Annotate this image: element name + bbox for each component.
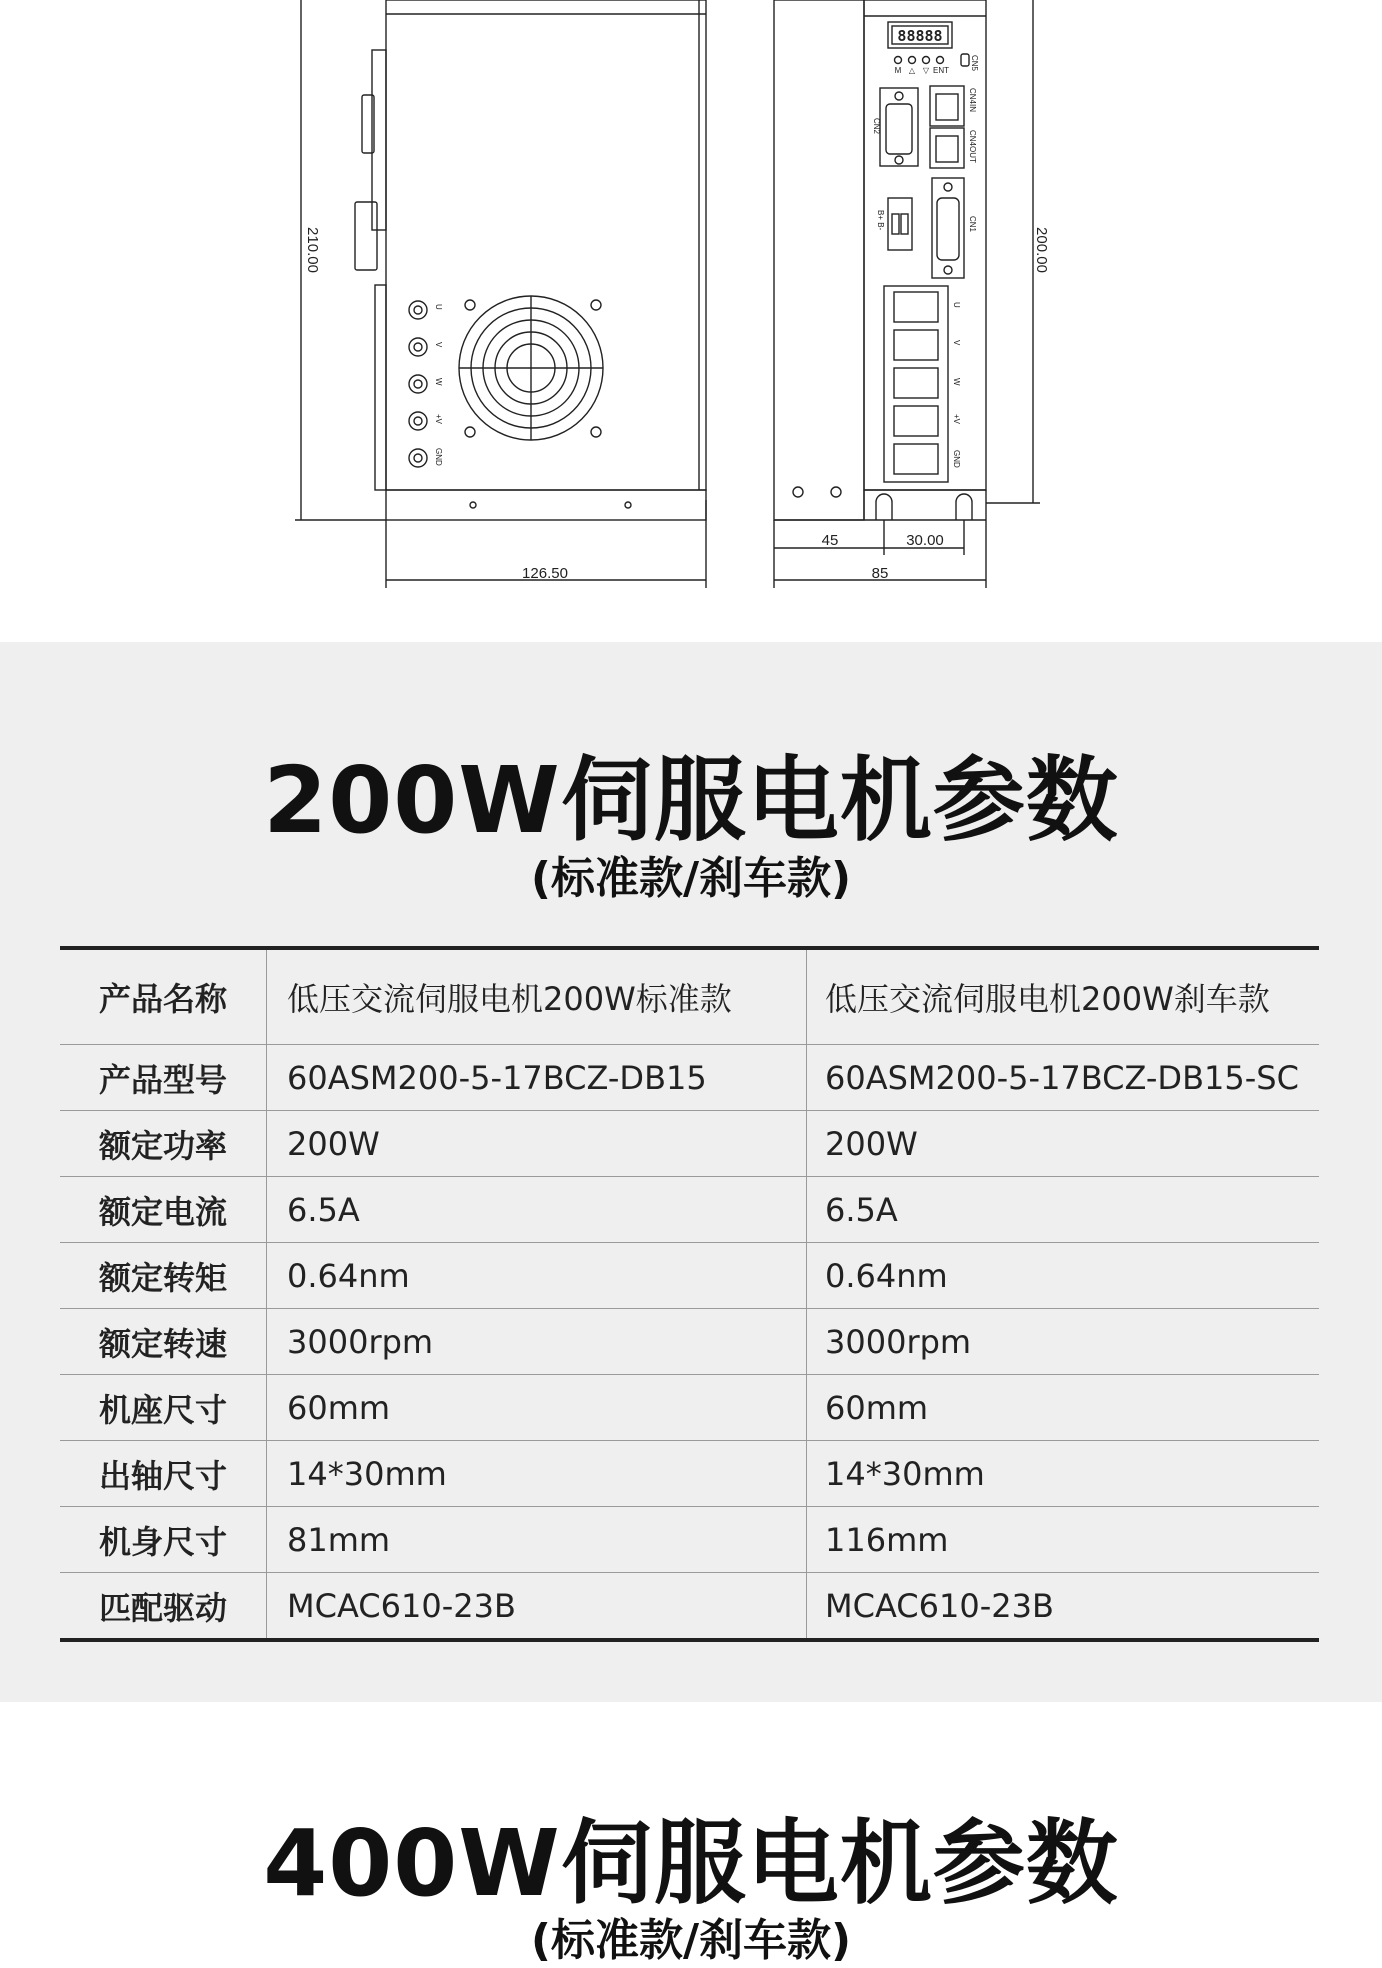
row-label: 产品名称 bbox=[60, 948, 267, 1045]
brake-value: 6.5A bbox=[807, 1177, 1320, 1243]
right-terminal-gnd: GND bbox=[952, 450, 961, 468]
key-down-label: ▽ bbox=[922, 66, 930, 75]
brake-value: 116mm bbox=[807, 1507, 1320, 1573]
right-terminal-plus-v: +V bbox=[952, 414, 961, 425]
table-row bbox=[60, 1111, 1319, 1177]
left-view-base bbox=[386, 490, 706, 520]
key-ent bbox=[937, 57, 944, 64]
left-terminal-screws bbox=[409, 301, 427, 467]
row-label: 额定功率 bbox=[60, 1111, 267, 1177]
table-row bbox=[60, 1375, 1319, 1441]
left-terminal-w: W bbox=[434, 378, 443, 386]
table-row bbox=[60, 1177, 1319, 1243]
row-label: 机座尺寸 bbox=[60, 1375, 267, 1441]
brake-value: 低压交流伺服电机200W刹车款 bbox=[807, 948, 1320, 1045]
key-ent-label: ENT bbox=[933, 66, 949, 75]
drawing-svg bbox=[0, 0, 1382, 642]
brake-value: 60mm bbox=[807, 1375, 1320, 1441]
left-terminal-u: U bbox=[434, 304, 443, 310]
brake-value: 14*30mm bbox=[807, 1441, 1320, 1507]
dim-offset-a: 45 bbox=[821, 532, 839, 549]
right-view-heatsink bbox=[774, 0, 864, 520]
right-terminal-w: W bbox=[952, 378, 961, 386]
dim-width-left: 126.50 bbox=[522, 565, 568, 582]
right-terminal-u: U bbox=[952, 302, 961, 308]
brake-value: 0.64nm bbox=[807, 1243, 1320, 1309]
cn1-label: CN1 bbox=[968, 216, 977, 233]
standard-value: 60ASM200-5-17BCZ-DB15 bbox=[267, 1045, 807, 1111]
brake-value: 60ASM200-5-17BCZ-DB15-SC bbox=[807, 1045, 1320, 1111]
standard-value: 低压交流伺服电机200W标准款 bbox=[267, 948, 807, 1045]
key-up bbox=[909, 57, 916, 64]
dim-width-right: 85 bbox=[871, 565, 889, 582]
cn4-out-label: CN4OUT bbox=[968, 130, 977, 163]
row-label: 匹配驱动 bbox=[60, 1573, 267, 1641]
standard-value: 200W bbox=[267, 1111, 807, 1177]
right-terminal-v: V bbox=[952, 340, 961, 346]
left-db-connector-2 bbox=[355, 202, 377, 270]
standard-value: 14*30mm bbox=[267, 1441, 807, 1507]
fan-grill-icon bbox=[459, 296, 603, 440]
dim-height-right: 200.00 bbox=[1033, 227, 1050, 273]
key-m-label: M bbox=[894, 66, 902, 75]
brake-value: 3000rpm bbox=[807, 1309, 1320, 1375]
table-row bbox=[60, 1045, 1319, 1111]
spec-section-200w bbox=[0, 642, 1382, 1702]
left-view-body bbox=[386, 0, 706, 490]
left-terminal-v: V bbox=[434, 342, 443, 348]
row-label: 额定电流 bbox=[60, 1177, 267, 1243]
cn2-label: CN2 bbox=[872, 118, 881, 135]
spec-table bbox=[60, 946, 1319, 1642]
table-row bbox=[60, 1573, 1319, 1641]
left-terminal-gnd: GND bbox=[434, 448, 443, 466]
spec-section-400w bbox=[0, 1702, 1382, 1966]
row-label: 产品型号 bbox=[60, 1045, 267, 1111]
section-subtitle: (标准款/刹车款) bbox=[530, 1915, 852, 1966]
section-subtitle: (标准款/刹车款) bbox=[530, 853, 852, 904]
usb-port-cn5 bbox=[961, 54, 969, 66]
key-up-label: △ bbox=[908, 66, 916, 75]
brake-value: 200W bbox=[807, 1111, 1320, 1177]
key-down bbox=[923, 57, 930, 64]
section-title: 400W伺服电机参数 bbox=[263, 1810, 1119, 1917]
led-display-text: 88888 bbox=[897, 27, 943, 45]
table-row bbox=[60, 1441, 1319, 1507]
dim-height-left: 210.00 bbox=[304, 227, 321, 273]
key-m bbox=[895, 57, 902, 64]
section-title: 200W伺服电机参数 bbox=[263, 747, 1119, 854]
cn5-label: CN5 bbox=[970, 55, 979, 72]
standard-value: 6.5A bbox=[267, 1177, 807, 1243]
driver-dimension-drawing bbox=[0, 0, 1382, 642]
row-label: 额定转速 bbox=[60, 1309, 267, 1375]
cn4-in-label: CN4IN bbox=[968, 88, 977, 113]
row-label: 额定转矩 bbox=[60, 1243, 267, 1309]
brake-label: B+ B- bbox=[876, 210, 885, 231]
table-row bbox=[60, 1309, 1319, 1375]
table-row bbox=[60, 1243, 1319, 1309]
standard-value: 60mm bbox=[267, 1375, 807, 1441]
brake-value: MCAC610-23B bbox=[825, 1586, 1054, 1625]
standard-value: 0.64nm bbox=[267, 1243, 807, 1309]
left-terminal-plus-v: +V bbox=[434, 414, 443, 425]
table-row bbox=[60, 948, 1319, 1045]
dim-offset-b: 30.00 bbox=[906, 532, 944, 549]
standard-value: MCAC610-23B bbox=[267, 1573, 807, 1641]
standard-value: 3000rpm bbox=[267, 1309, 807, 1375]
row-label: 出轴尺寸 bbox=[60, 1441, 267, 1507]
standard-value: 81mm bbox=[267, 1507, 807, 1573]
table-row bbox=[60, 1507, 1319, 1573]
row-label: 机身尺寸 bbox=[60, 1507, 267, 1573]
